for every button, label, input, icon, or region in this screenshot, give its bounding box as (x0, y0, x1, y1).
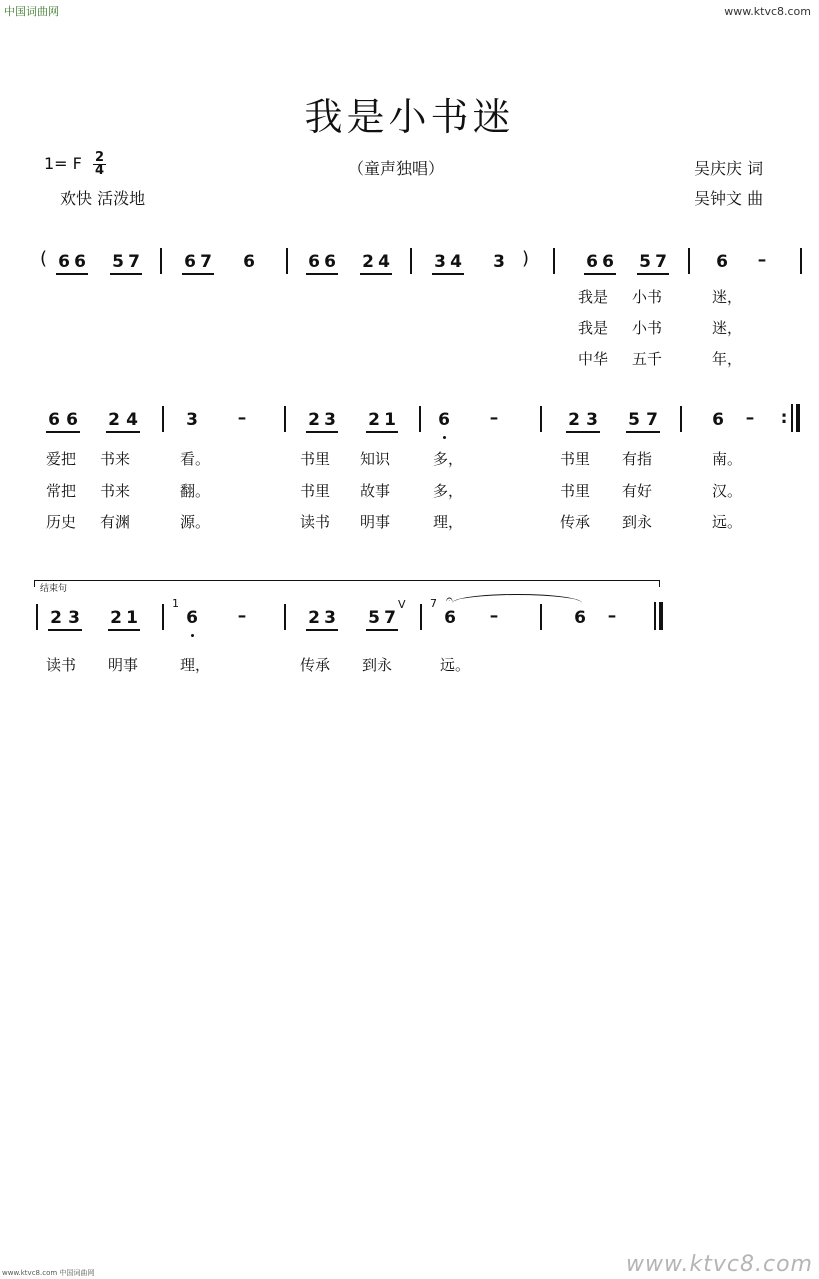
barline (680, 406, 682, 432)
lyric: 读书 (300, 513, 331, 531)
dash-sustain: – (607, 606, 617, 626)
grace-note: 7 (430, 597, 437, 610)
lyric: 有渊 (100, 513, 131, 531)
ending-line (34, 580, 660, 581)
lyric: 小书 (632, 288, 663, 306)
site-url-right: www.ktvc8.com (724, 5, 811, 18)
lyric: 理， (180, 656, 211, 674)
barline (284, 604, 286, 630)
note: 6 (74, 252, 86, 272)
lyric: 多， (433, 450, 464, 468)
barline (654, 602, 656, 630)
lyric: 年， (712, 350, 743, 368)
note: 6 (324, 252, 336, 272)
site-name-left: 中国词曲网 (4, 5, 59, 18)
fermata: 𝄐 (446, 592, 453, 606)
tempo-marking: 欢快 活泼地 (60, 189, 146, 208)
note-low: 6 (438, 410, 450, 430)
barline (540, 406, 542, 432)
lyric: 爱把 (46, 450, 77, 468)
note: 6 (308, 252, 320, 272)
barline (162, 406, 164, 432)
ending-label: 结束句 (40, 584, 68, 594)
barline (410, 248, 412, 274)
lyric: 知识 (360, 450, 391, 468)
lyric: 明事 (360, 513, 391, 531)
barline (419, 406, 421, 432)
performance-style: （童声独唱） (348, 159, 445, 178)
key-text: 1= F (44, 154, 82, 173)
lyric: 我是 (578, 319, 609, 337)
note: 6 (712, 410, 724, 430)
note: 7 (646, 410, 658, 430)
lyric: 我是 (578, 288, 609, 306)
note: 4 (126, 410, 138, 430)
underline-eighth (432, 273, 464, 275)
lyric: 五千 (632, 350, 663, 368)
note-low: 6 (186, 608, 198, 628)
note: 5 (368, 608, 380, 628)
dash-sustain: – (745, 408, 755, 428)
lyric: 翻。 (180, 482, 211, 500)
underline-eighth (46, 431, 80, 433)
lyric: 中华 (578, 350, 609, 368)
lyric: 书来 (100, 450, 131, 468)
lyric: 故事 (360, 482, 391, 500)
note: 2 (368, 410, 380, 430)
note: 3 (324, 608, 336, 628)
barline (284, 406, 286, 432)
lyric: 读书 (46, 656, 77, 674)
lyric: 书里 (560, 450, 591, 468)
grace-note: 1 (172, 597, 179, 610)
note: 6 (716, 252, 728, 272)
composer: 吴钟文 曲 (694, 189, 764, 208)
ending-tick-right (659, 580, 660, 587)
dash-sustain: – (489, 408, 499, 428)
lyric: 理， (433, 513, 464, 531)
footnote: www.ktvc8.com 中国词曲网 (2, 1269, 95, 1277)
barline (800, 248, 802, 274)
underline-eighth (306, 629, 338, 631)
lyric: 书来 (100, 482, 131, 500)
note: 7 (655, 252, 667, 272)
lyric: 书里 (300, 482, 331, 500)
lyric: 明事 (108, 656, 139, 674)
tie-slur (452, 594, 582, 603)
note: 2 (308, 608, 320, 628)
lyric: 远。 (440, 656, 471, 674)
note: 6 (58, 252, 70, 272)
note: 3 (493, 252, 505, 272)
lyric: 迷， (712, 288, 743, 306)
note: 2 (110, 608, 122, 628)
note: 6 (574, 608, 586, 628)
barline (688, 248, 690, 274)
note: 6 (586, 252, 598, 272)
lyric: 迷， (712, 319, 743, 337)
repeat-dots: : (780, 408, 788, 428)
note: 3 (434, 252, 446, 272)
underline-eighth (584, 273, 616, 275)
lyric: 看。 (180, 450, 211, 468)
barline (162, 604, 164, 630)
time-denominator: 4 (94, 163, 105, 178)
note: 2 (568, 410, 580, 430)
lyric: 历史 (46, 513, 77, 531)
note: 3 (186, 410, 198, 430)
lyric: 书里 (560, 482, 591, 500)
underline-eighth (360, 273, 392, 275)
underline-eighth (366, 629, 398, 631)
barline (553, 248, 555, 274)
lyric: 传承 (560, 513, 591, 531)
underline-eighth (48, 629, 82, 631)
dash-sustain: – (489, 606, 499, 626)
close-paren: ) (522, 248, 530, 269)
barline (286, 248, 288, 274)
note: 5 (639, 252, 651, 272)
thick-barline (796, 404, 800, 432)
dash-sustain: – (757, 250, 767, 270)
note: 6 (444, 608, 456, 628)
underline-eighth (182, 273, 214, 275)
note: 3 (68, 608, 80, 628)
underline-eighth (110, 273, 142, 275)
lyric: 常把 (46, 482, 77, 500)
note: 5 (628, 410, 640, 430)
open-paren: ( (40, 248, 48, 269)
dash-sustain: – (237, 408, 247, 428)
final-barline (659, 602, 663, 630)
underline-eighth (366, 431, 398, 433)
note: 2 (108, 410, 120, 430)
note: 6 (66, 410, 78, 430)
underline-eighth (306, 273, 338, 275)
underline-eighth (106, 431, 140, 433)
underline-eighth (306, 431, 338, 433)
barline (791, 404, 793, 432)
note: 5 (112, 252, 124, 272)
lyric: 有指 (622, 450, 653, 468)
watermark: www.ktvc8.com (625, 1252, 813, 1277)
note: 1 (384, 410, 396, 430)
lyric: 汉。 (712, 482, 743, 500)
note: 4 (378, 252, 390, 272)
lyric: 到永 (362, 656, 393, 674)
low-octave-dot (191, 634, 194, 637)
lyric: 远。 (712, 513, 743, 531)
barline (36, 604, 38, 630)
underline-eighth (56, 273, 88, 275)
barline (160, 248, 162, 274)
lyric: 传承 (300, 656, 331, 674)
note: 7 (200, 252, 212, 272)
lyricist: 吴庆庆 词 (694, 159, 764, 178)
note: 6 (243, 252, 255, 272)
barline (540, 604, 542, 630)
lyric: 到永 (622, 513, 653, 531)
dash-sustain: – (237, 606, 247, 626)
lyric: 多， (433, 482, 464, 500)
note: 6 (602, 252, 614, 272)
note: 7 (384, 608, 396, 628)
barline (420, 604, 422, 630)
note: 2 (308, 410, 320, 430)
note: 3 (324, 410, 336, 430)
lyric: 源。 (180, 513, 211, 531)
note: 2 (362, 252, 374, 272)
time-numerator: 2 (94, 150, 105, 165)
lyric: 南。 (712, 450, 743, 468)
lyric: 小书 (632, 319, 663, 337)
underline-eighth (637, 273, 669, 275)
time-signature (93, 152, 106, 177)
low-octave-dot (443, 436, 446, 439)
note: 2 (50, 608, 62, 628)
underline-eighth (626, 431, 660, 433)
note: 6 (48, 410, 60, 430)
note: 3 (586, 410, 598, 430)
key-signature (44, 152, 106, 177)
song-title: 我是小书迷 (304, 95, 515, 139)
note: 6 (184, 252, 196, 272)
underline-eighth (566, 431, 600, 433)
note: 4 (450, 252, 462, 272)
note: 7 (128, 252, 140, 272)
note: 1 (126, 608, 138, 628)
lyric: 书里 (300, 450, 331, 468)
breath-mark: V (398, 598, 406, 611)
underline-eighth (108, 629, 140, 631)
lyric: 有好 (622, 482, 653, 500)
ending-tick-left (34, 580, 35, 587)
